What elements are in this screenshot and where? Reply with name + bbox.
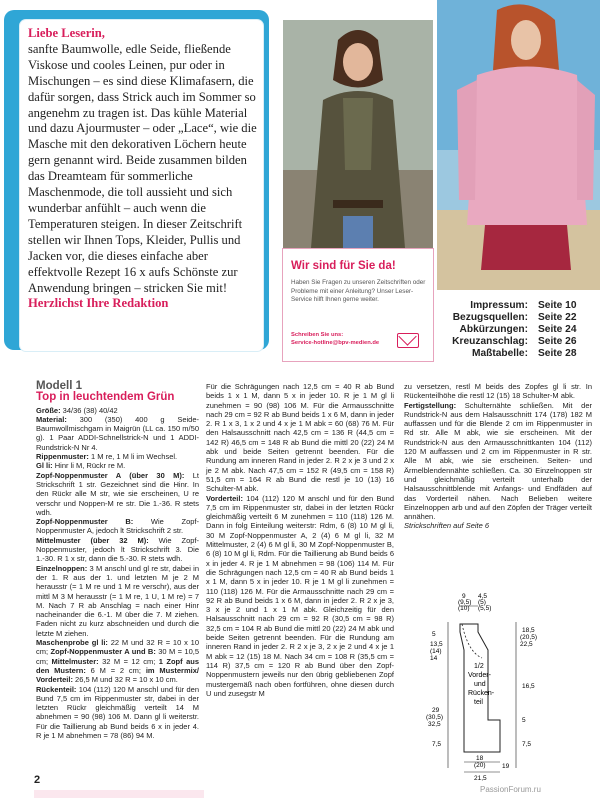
dim-label: (20,5): [520, 634, 537, 641]
paragraph-heading: Material:: [36, 414, 67, 424]
paragraph-heading: Größe:: [36, 405, 61, 415]
article-column-2: [206, 382, 394, 698]
piece-label: und: [474, 681, 486, 688]
dim-label: 18,5: [522, 627, 535, 634]
paragraph-text: Hinr li M, Rückr re M.: [52, 461, 126, 471]
paragraph-heading: Einzelnoppen:: [36, 563, 88, 573]
schematic-drawing: [404, 592, 592, 782]
paragraph-heading: Zopf-Noppenmuster A (über 30 M):: [36, 470, 185, 480]
paragraph-heading: im Mustermix/ Vorderteil:: [36, 665, 199, 685]
dim-label: 13,5: [430, 641, 443, 648]
watermark: PassionForum.ru: [480, 785, 541, 794]
paragraph: [36, 452, 199, 461]
dim-label: 29: [432, 707, 440, 714]
help-text: Haben Sie Fragen zu unseren Zeitschriften oder Probleme mit einer Anleitung? Unser Leser-Service hilft Ihnen gerne weiter.: [291, 279, 426, 304]
paragraph-heading: Zopf-Noppenmuster B:: [36, 517, 134, 527]
help-contact-line1: Schreiben Sie uns:: [291, 332, 344, 338]
model-label: Modell 1: [36, 380, 83, 392]
paragraph-heading: Rückenteil:: [36, 684, 77, 694]
garment-schematic: [404, 592, 592, 782]
paragraph-heading: Vorderteil:: [206, 493, 243, 503]
help-title: Wir sind für Sie da!: [291, 260, 396, 272]
index-page: Seite 22: [538, 312, 577, 323]
help-contact: [291, 331, 387, 348]
reader-service-box: [282, 248, 434, 362]
paragraph: [36, 517, 199, 536]
index-page: Seite 26: [538, 336, 577, 347]
paragraph-text: 6 M = 2 cm;: [85, 665, 146, 675]
piece-label: teil: [474, 699, 483, 706]
dim-label: 7,5: [432, 741, 442, 748]
paragraph-heading: Rippenmuster:: [36, 452, 89, 462]
index-label: Bezugsquellen:: [452, 312, 528, 323]
index-row[interactable]: [436, 324, 596, 336]
article-column-1: [36, 382, 199, 740]
paragraph-text: 32 M = 12 cm;: [98, 656, 159, 666]
dim-label: (20): [474, 762, 486, 769]
paragraph-heading: Maschenprobe gl li:: [36, 638, 108, 648]
paragraph-text: Für die Schrägungen nach 12,5 cm = 40 R ab Bund beids 1 x 1 M, dann 5 x in jeder 10. R je 1 M gl li zunehmen = 90 (98) 106 M. Für die Armausschnitte nach 29 cm = 92 R ab Bund beids 1 x 6 M, dann in jeder 2. R 1 x 3, 1 x 2 und 4 x je 1 M abk = 60 (68) 76 M. Für den Halsausschnitt nach 42,5 cm = 136 R (44,5 cm = 142 R) 46,5 cm = 148 R ab Bund die mittl 20 (22) 24 M abk und beide Seiten getrennt beenden. Für die Rundung am inneren Rand in jeder 2. R 2 x je 3 und 2 x je 2 M abk. Nach 47,5 cm = 152 R (49,5 cm = 158 R) 51,5 cm = 164 R ab Bund die restl je 10 (13) 16 Schulter-M abk.: [206, 382, 394, 494]
paragraph: [404, 401, 592, 522]
photo-illustration-pink: [437, 0, 600, 290]
index-page: Seite 24: [538, 324, 577, 335]
paragraph-text: 30 M = 10,5 cm;: [36, 647, 200, 666]
dim-label: 18: [476, 755, 484, 762]
paragraph-text: Wie Zopf-Noppenmuster A, jedoch lt Strickschrift 2 str.: [36, 517, 199, 536]
letter-text: [28, 26, 260, 312]
dim-label: 4,5: [478, 593, 488, 600]
paragraph: [36, 415, 199, 452]
paragraph: [36, 471, 199, 517]
letter-body: sanfte Baumwolle, edle Seide, fließende Viskose und cooles Leinen, pur oder in Mischungen – es sind diese Klimafasern, die dafür sorgen, dass Strick auch im Sommer so angenehm zu tragen ist. Das kühle Material und dazu Ajourmuster – oder „Lace“, wie die Masche mit den dekorativen Löchern heute gern genannt wird. Beide zusammen bilden das Dreamteam für sommerliche Maschenmode, die toll aussieht und sich wunderbar anfühlt – auch wenn die Temperaturen steigen. In dieser Zeitschrift stellen wir Ihnen Tops, Kleider, Pullis und Jacken vor, die dieses einfache aber effektvolle Rezept 16 x aufs Schönste zur Anwendung bringen – stricken Sie mit!: [28, 41, 257, 295]
paragraph-heading: Mittelmuster (über 32 M):: [36, 535, 149, 545]
index-row[interactable]: [436, 300, 596, 312]
schema-note: Strickschriften auf Seite 6: [404, 521, 490, 531]
photo-illustration-cardigan: [283, 20, 433, 248]
paragraph-text: 26,5 M und 32 R = 10 x 10 cm.: [72, 675, 178, 685]
paragraph: [36, 685, 199, 741]
index-label: Kreuzanschlag:: [452, 336, 528, 347]
paragraph: [36, 461, 199, 470]
index-label: Abkürzungen:: [459, 324, 528, 335]
index-label: Impressum:: [470, 300, 528, 311]
dim-label: 32,5: [428, 721, 441, 728]
dim-label: 19: [502, 763, 510, 770]
paragraph-text: Schulternähte schließen. Mit der Rundstrick-N aus dem Halsausschnitt 174 (178) 182 M auffassen und für die Blende 2 cm im Rippenmuster in Rd str. Alle M abk, wie sie erscheinen. Mit der Rundstrick-N aus den Armausschnittkanten 104 (112) 120 M auffassen und 2 cm im Rippenmuster in R str. Alle M abk, wie sie erscheinen. Seiten- und Ärmelblendennähte schließen. Ca. 30 Einzelnoppen str und gleichmäßig verteilt unterhalb der Halsausschnittblende mit Anfangs- und Endfäden auf das Vorderteil nähen. Nach Belieben weitere Einzelnoppen arb und auf den Zöpfen der Träger verteilt annähen.: [404, 400, 592, 522]
dim-label: (30,5): [426, 714, 443, 721]
dim-label: 14: [430, 655, 438, 662]
paragraph-text: 104 (112) 120 M anschl und für den Bund 7,5 cm im Rippenmuster str, dabei in der letzten Rückr gleichmäßig verteilt 14 M abnehmen = 90 (98) 106 M. Dann gl li weiterstr. Für die Taillierung ab Bund beids 6 x in jeder 4. R je 1 M abnehmen = 78 (86) 94 M.: [36, 684, 199, 740]
paragraph-text: zu versetzen, restl M beids des Zopfes gl li str. In Rückenteilhöhe die restl 12 (15) 18 Schulter-M abk.: [404, 382, 592, 401]
index-row[interactable]: [436, 336, 596, 348]
paragraph: [36, 638, 199, 684]
dim-label: 21,5: [474, 775, 487, 782]
editorial-letter: [20, 20, 263, 351]
model-photo-pink-sweater: [437, 0, 600, 290]
help-contact-email[interactable]: Service-hotline@bpv-medien.de: [291, 340, 380, 347]
dim-label: 5: [432, 631, 436, 638]
paragraph: [36, 536, 199, 564]
paragraph-heading: Gl li:: [36, 461, 53, 471]
paragraph-text: 34/36 (38) 40/42: [60, 405, 118, 415]
letter-signature: Herzlichst Ihre Redaktion: [28, 296, 169, 311]
piece-label: Rücken-: [468, 690, 495, 697]
dim-label: 9: [462, 593, 466, 600]
paragraph-text: 22 M und 32 R = 10 x 10 cm;: [36, 638, 199, 657]
dim-label: (5): [478, 599, 486, 606]
paragraph: [206, 494, 394, 699]
paragraph-heading: Fertigstellung:: [404, 400, 457, 410]
dim-label: 22,5: [520, 641, 533, 648]
index-row[interactable]: [436, 348, 596, 360]
footer-bar: [34, 790, 204, 798]
dim-label: 16,5: [522, 683, 535, 690]
paragraph: [36, 564, 199, 638]
page-number: 2: [34, 774, 41, 786]
model-photo-cardigan: [283, 20, 433, 248]
paragraph-text: 300 (350) 400 g Seide-Baumwollmischgarn in Maigrün (LL ca. 150 m/50 g). 1 Paar ADDI-Schnellstrick-N und 1 ADDI-Rundstrick-N Nr 4.: [36, 414, 199, 452]
paragraph-text: 104 (112) 120 M anschl und für den Bund 7,5 cm im Rippenmuster str, dabei in der letzten Rückr gleichmäßig verteilt 6 M zunehmen = 110 (118) 126 M. Dann in folg Einteilung weiterstr: Rdm, 6 (8) 10 M gl li, 30 M Zopf-Noppenmuster A, 2 (4) 6 M gl li, 32 M Mittelmuster, 2 (4) 6 M gl li, 30 M Zopf-Noppenmuster B, 6 (8) 10 M gl li, Rdm. Für die Taillierung ab Bund beids 6 x in jeder 4. R je 1 M abnehmen = 98 (106) 114 M. Für die Schrägungen nach 12,5 cm = 40 R ab Bund beids 1 x 1 M, dann 5 x in jeder 10. R je 1 M gl li zunehmen = 110 (118) 126 M. Für die Armausschnitte nach 29 cm = 92 R ab Bund beids 1 x 6 M, dann in jeder 2. R 2 x je 3, 3 x je 2 und 1 x 1 M abk. Gleichzeitig für den Halsausschnitt nach 29 cm = 92 R (30,5 cm = 98 R) 32,5 cm = 104 R ab Bund die mittl 20 (22) 24 M abk und beide Seiten getrennt beenden. Für die Rundung am inneren Rand in jeder 2. R 2 x je 3, 2 x je 2 und 4 x je 1 M abk = 12 (15) 18 M. Nach 34 cm = 108 R (35,5 cm = 114 R) 37,5 cm = 120 R ab Bund über den Zopf-Noppenmustern jeweils nur den übrig gebliebenen Zopf mustergemäß nach oben fortführen, ohne diesen durch U und zusegstr M: [206, 493, 394, 698]
paragraph-heading: Zopf-Noppenmuster A und B:: [50, 647, 156, 657]
index-row[interactable]: [436, 312, 596, 324]
envelope-icon: [397, 333, 419, 348]
paragraph-text: Lt Strickschrift 1 str. Gezeichnet sind die Hinr. In den Rückr alle M str, wie sie erscheinen, U re verschr und Noppen-M re str. Die 1.-36. R stets wdh.: [36, 470, 199, 517]
paragraph-heading: Mittelmuster:: [51, 656, 99, 666]
paragraph: [206, 382, 394, 494]
paragraph-text: Wie Zopf-Noppenmuster, jedoch lt Strickschrift 3. Die 1.-30. R 1 x str, dann die 5.-30. R stets wdh.: [36, 535, 199, 564]
paragraph: [36, 406, 199, 415]
paragraph: [404, 382, 592, 401]
dim-label: (14): [430, 648, 442, 655]
index-page: Seite 10: [538, 300, 577, 311]
index-label: Maßtabelle:: [471, 348, 528, 359]
dim-label: (5,5): [478, 605, 492, 612]
paragraph-text: 1 M re, 1 M li im Wechsel.: [88, 452, 178, 462]
paragraph-text: 3 M anschl und gl re str, dabei in der 1. R aus der 1. und letzten M je 2 M herausstr (= 1 M re und 1 M re verschr), aus der mittl M 3 M herausstr (= 1 M re, 1 U, 1 M re) = 7 M. Nach 7 R ab Anschlag = nach einer Hinr nacheinander die 6.-1. M über die 7. M ziehen. Faden nicht zu kurz abschneiden und durch die letzte M ziehen.: [36, 563, 199, 638]
dim-label: 7,5: [522, 741, 532, 748]
dim-label: (10): [458, 605, 470, 612]
dim-label: (9,5): [458, 599, 472, 606]
dim-label: 5: [522, 717, 526, 724]
article-column-3: [404, 382, 592, 531]
page-index: [436, 300, 596, 360]
article-title: Top in leuchtendem Grün: [36, 391, 175, 404]
piece-label: Vorder-: [468, 672, 491, 679]
piece-label: 1/2: [474, 663, 484, 670]
paragraph-heading: 1 Zopf aus den Mustern:: [36, 656, 199, 675]
letter-greeting: Liebe Leserin,: [28, 26, 105, 40]
index-page: Seite 28: [538, 348, 577, 359]
